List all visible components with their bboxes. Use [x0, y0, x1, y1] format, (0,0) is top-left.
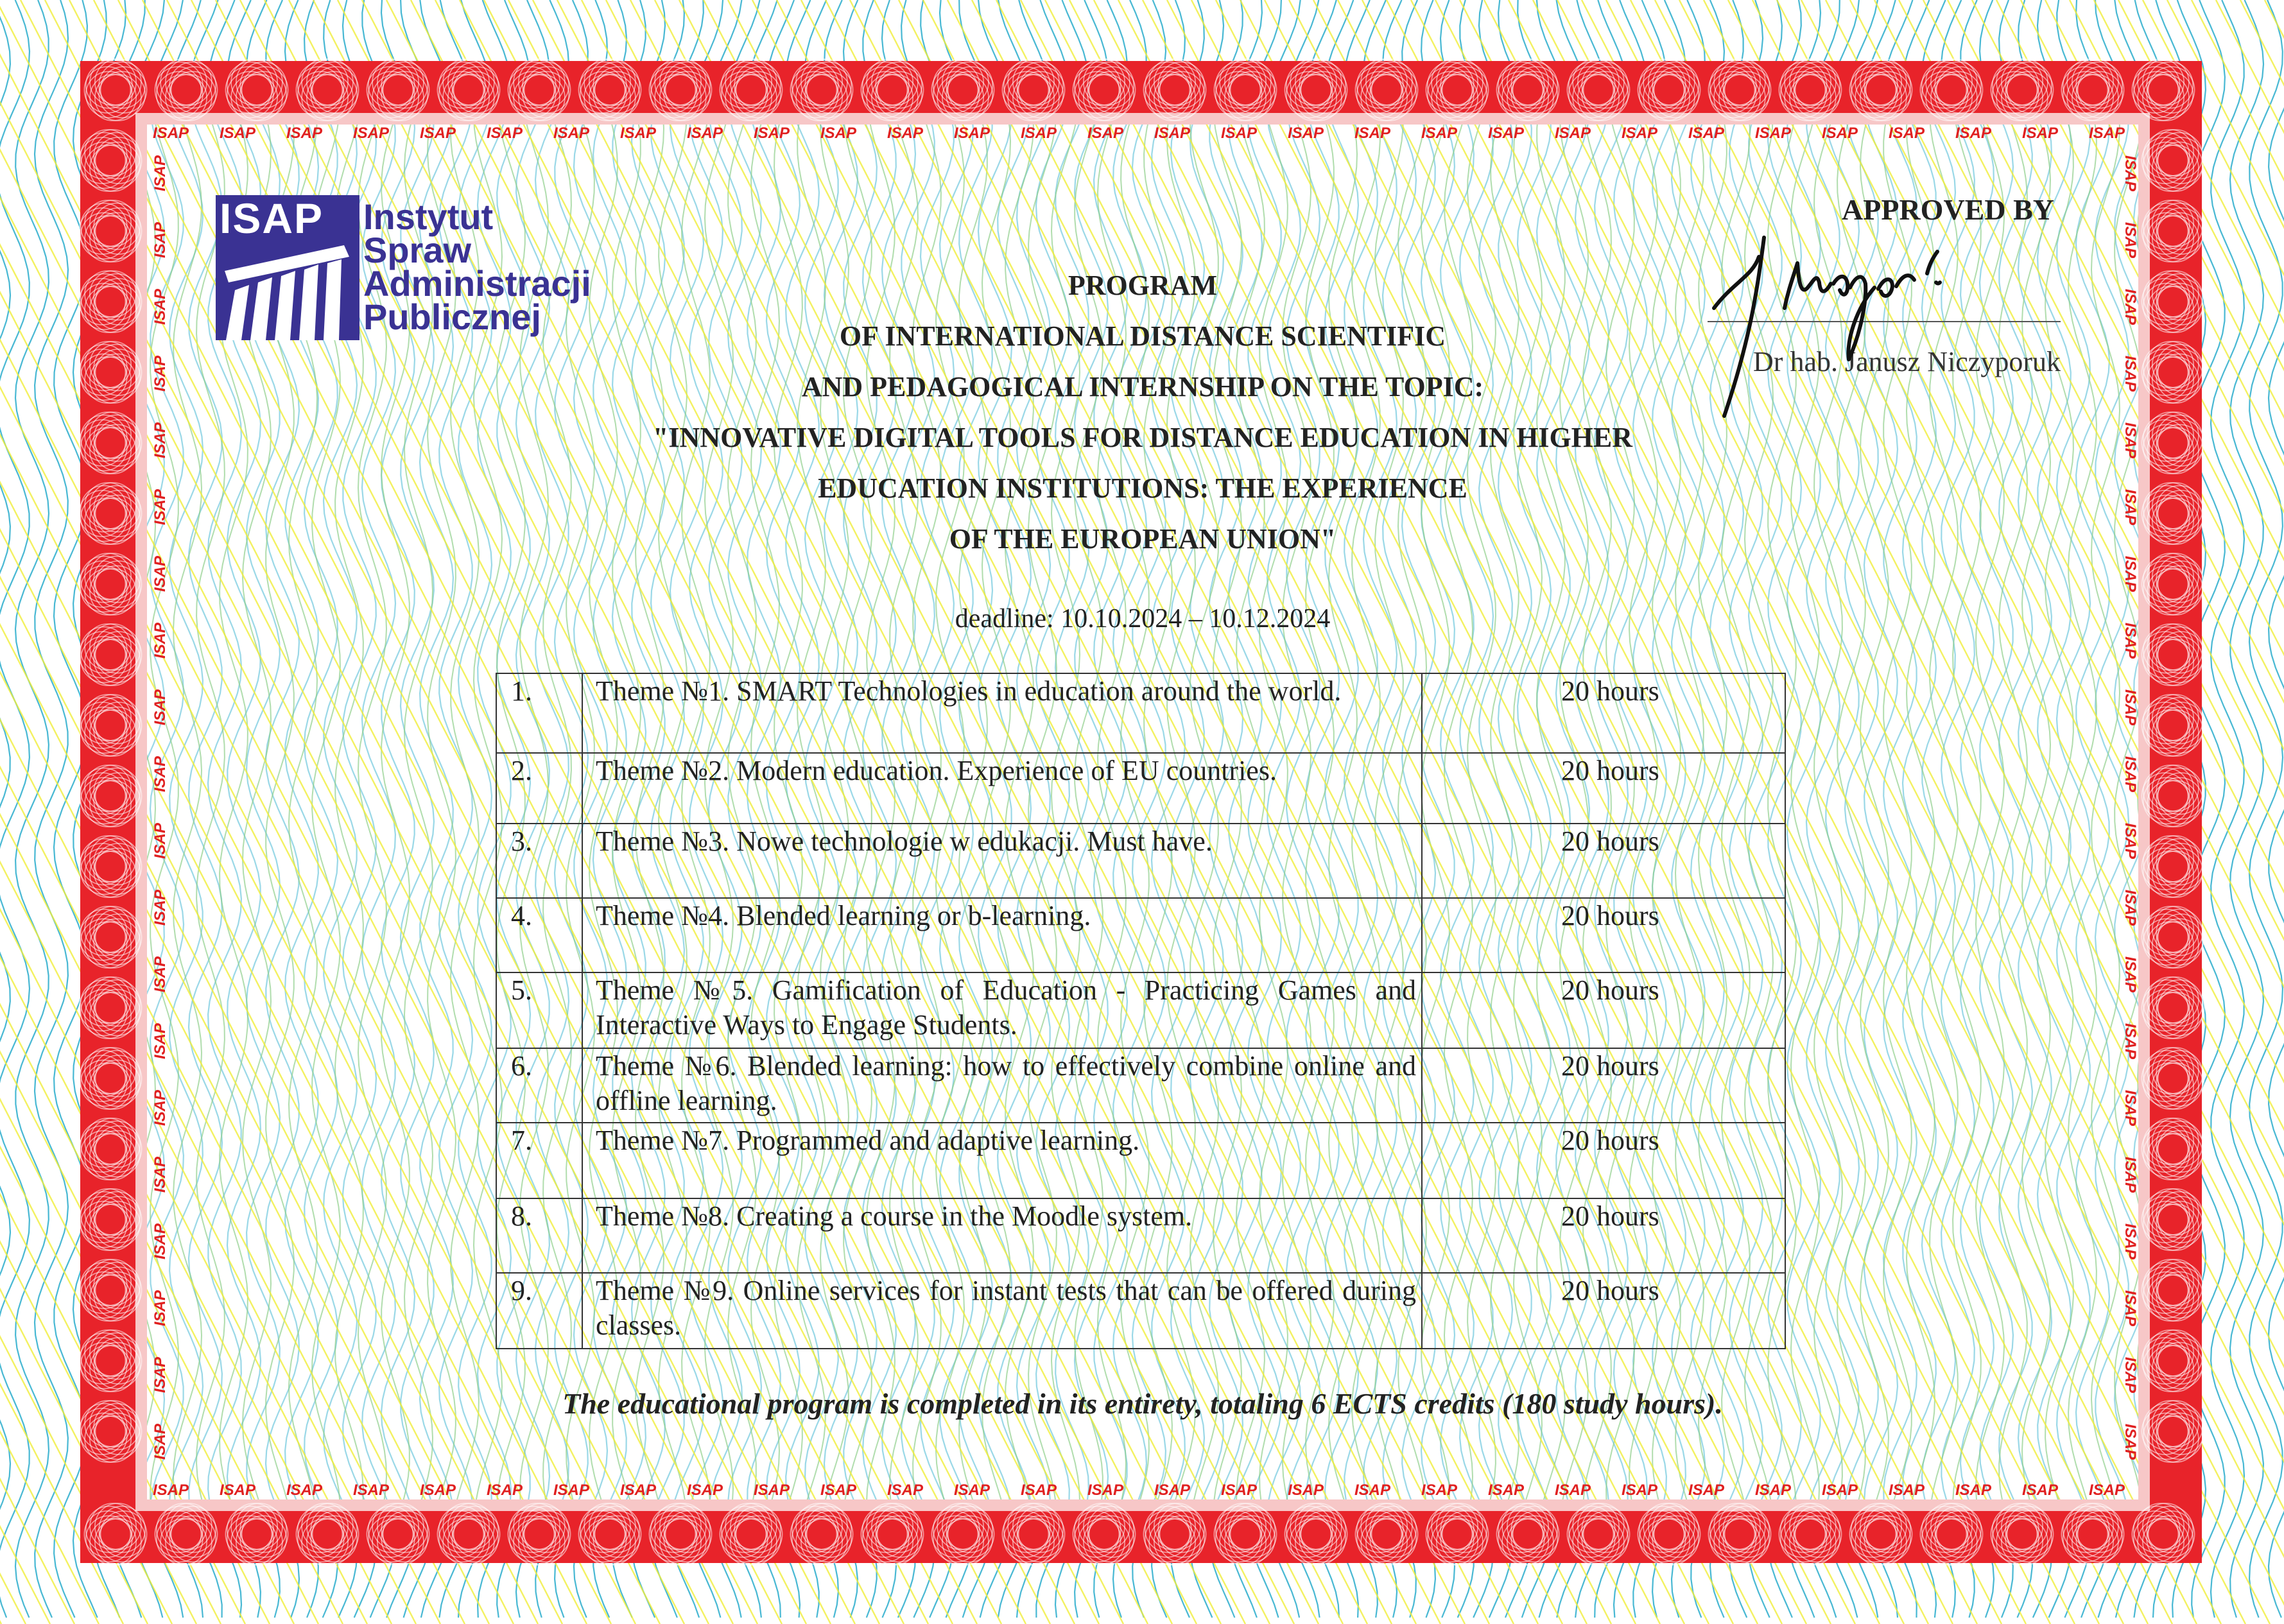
isap-watermark: ISAP: [286, 125, 323, 142]
isap-watermark: ISAP: [2089, 125, 2125, 142]
isap-watermark: ISAP: [151, 422, 169, 459]
isap-watermark: ISAP: [220, 1481, 256, 1499]
isap-watermark: ISAP: [2122, 422, 2140, 459]
isap-watermark: ISAP: [1688, 125, 1725, 142]
isap-watermark: ISAP: [151, 288, 169, 325]
column-emblem-icon: [216, 195, 359, 340]
isap-watermark: ISAP: [2122, 622, 2140, 659]
isap-watermark: ISAP: [1421, 1481, 1458, 1499]
theme-title: Theme №5. Gamification of Education - Practicing Games and Interactive Ways to Engage Students.: [582, 972, 1422, 1048]
isap-watermark: ISAP: [2122, 221, 2140, 259]
isap-watermark: ISAP: [151, 155, 169, 192]
isap-watermark: ISAP: [2122, 889, 2140, 926]
theme-hours: 20 hours: [1422, 753, 1785, 824]
isap-watermark: ISAP: [2122, 1156, 2140, 1193]
theme-number: 2.: [496, 753, 582, 824]
isap-watermark: ISAP: [2122, 1290, 2140, 1327]
isap-watermark: ISAP: [553, 125, 590, 142]
title-line: PROGRAM: [1068, 270, 1218, 301]
theme-title: Theme №6. Blended learning: how to effectively combine online and offline learning.: [582, 1048, 1422, 1123]
isap-watermark: ISAP: [1221, 125, 1258, 142]
isap-watermark: ISAP: [1087, 125, 1124, 142]
isap-watermark: ISAP: [1087, 1481, 1124, 1499]
isap-watermark: ISAP: [487, 1481, 523, 1499]
isap-watermark: ISAP: [153, 1481, 189, 1499]
isap-watermark: ISAP: [151, 488, 169, 526]
isap-watermark: ISAP: [151, 822, 169, 860]
signer-name: Dr hab. Janusz Niczyporuk: [1753, 346, 2061, 377]
title-line: "INNOVATIVE DIGITAL TOOLS FOR DISTANCE EDUCATION IN HIGHER: [652, 422, 1633, 453]
isap-watermark: ISAP: [151, 1023, 169, 1060]
isap-watermark: ISAP: [487, 125, 523, 142]
theme-title: Theme №8. Creating a course in the Moodle system.: [582, 1198, 1422, 1273]
isap-watermark: ISAP: [420, 125, 456, 142]
isap-watermark: ISAP: [1354, 1481, 1391, 1499]
theme-hours: 20 hours: [1422, 898, 1785, 972]
isap-watermark: ISAP: [1555, 125, 1591, 142]
isap-watermark: ISAP: [151, 1223, 169, 1260]
isap-watermark: ISAP: [151, 1290, 169, 1327]
theme-number: 9.: [496, 1273, 582, 1349]
isap-watermark: ISAP: [1755, 1481, 1792, 1499]
theme-title: Theme №9. Online services for instant tests that can be offered during classes.: [582, 1273, 1422, 1349]
isap-watermark: ISAP: [2122, 756, 2140, 793]
theme-title: Theme №1. SMART Technologies in education around the world.: [582, 673, 1422, 753]
table-row: [496, 1048, 1785, 1123]
theme-number: 3.: [496, 824, 582, 898]
isap-watermark: ISAP: [2122, 956, 2140, 993]
isap-watermark: ISAP: [2122, 1223, 2140, 1260]
isap-watermark: ISAP: [620, 1481, 657, 1499]
isap-watermark: ISAP: [1955, 1481, 1992, 1499]
isap-watermark: ISAP: [353, 1481, 390, 1499]
isap-watermark: ISAP: [153, 125, 189, 142]
theme-hours: 20 hours: [1422, 1273, 1785, 1349]
isap-watermark: ISAP: [1154, 1481, 1191, 1499]
isap-watermark: ISAP: [820, 1481, 857, 1499]
isap-watermark: ISAP: [1354, 125, 1391, 142]
isap-watermark: ISAP: [687, 125, 723, 142]
theme-hours: 20 hours: [1422, 1048, 1785, 1123]
isap-watermark: ISAP: [151, 1356, 169, 1394]
isap-watermark: ISAP: [2122, 555, 2140, 592]
isap-watermark: ISAP: [151, 555, 169, 592]
logo-line: Publicznej: [363, 297, 541, 337]
isap-watermark: ISAP: [1955, 125, 1992, 142]
table-row: [496, 1198, 1785, 1273]
table-row: [496, 673, 1785, 753]
isap-watermark: ISAP: [2122, 1356, 2140, 1394]
table-row: [496, 972, 1785, 1048]
theme-title: Theme №2. Modern education. Experience of EU countries.: [582, 753, 1422, 824]
isap-watermark: ISAP: [1889, 125, 1925, 142]
isap-watermark: ISAP: [1221, 1481, 1258, 1499]
theme-hours: 20 hours: [1422, 1198, 1785, 1273]
isap-watermark: ISAP: [2122, 488, 2140, 526]
table-row: [496, 898, 1785, 972]
logo-line: Administracji: [363, 263, 591, 304]
logo-abbreviation: ISAP: [220, 194, 324, 242]
isap-watermark: ISAP: [820, 125, 857, 142]
isap-watermark: ISAP: [1755, 125, 1792, 142]
isap-watermark: ISAP: [220, 125, 256, 142]
theme-number: 8.: [496, 1198, 582, 1273]
isap-watermark: ISAP: [754, 125, 790, 142]
title-line: AND PEDAGOGICAL INTERNSHIP ON THE TOPIC:: [801, 371, 1484, 402]
isap-watermark: ISAP: [1822, 1481, 1858, 1499]
isap-watermark: ISAP: [151, 1089, 169, 1127]
isap-watermark: ISAP: [2122, 155, 2140, 192]
isap-watermark: ISAP: [2122, 355, 2140, 392]
theme-number: 4.: [496, 898, 582, 972]
isap-watermark: ISAP: [1555, 1481, 1591, 1499]
table-row: [496, 1123, 1785, 1198]
isap-watermark: ISAP: [1889, 1481, 1925, 1499]
isap-watermark: ISAP: [420, 1481, 456, 1499]
isap-watermark: ISAP: [1288, 1481, 1324, 1499]
isap-watermark: ISAP: [151, 689, 169, 726]
approved-by-heading: APPROVED BY: [1842, 193, 2054, 226]
isap-watermark: ISAP: [151, 756, 169, 793]
isap-watermark: ISAP: [151, 956, 169, 993]
logo-line: Spraw: [363, 230, 472, 270]
handwritten-signature-icon: [1688, 212, 1990, 430]
isap-watermark: ISAP: [151, 221, 169, 259]
theme-number: 5.: [496, 972, 582, 1048]
theme-hours: 20 hours: [1422, 824, 1785, 898]
isap-watermark: ISAP: [2122, 822, 2140, 860]
table-row: [496, 753, 1785, 824]
table-row: [496, 824, 1785, 898]
isap-watermark: ISAP: [151, 889, 169, 926]
title-line: OF THE EUROPEAN UNION": [949, 523, 1337, 555]
deadline-text: deadline: 10.10.2024 – 10.12.2024: [955, 604, 1331, 634]
isap-watermark: ISAP: [954, 1481, 991, 1499]
isap-watermark: ISAP: [687, 1481, 723, 1499]
theme-number: 7.: [496, 1123, 582, 1198]
isap-watermark: ISAP: [1154, 125, 1191, 142]
isap-watermark: ISAP: [286, 1481, 323, 1499]
theme-title: Theme №7. Programmed and adaptive learning.: [582, 1123, 1422, 1198]
program-summary: The educational program is completed in its entirety, totaling 6 ECTS credits (180 study hours).: [562, 1387, 1723, 1420]
logo-line: Instytut: [363, 196, 494, 237]
theme-number: 1.: [496, 673, 582, 753]
isap-watermark: ISAP: [1688, 1481, 1725, 1499]
isap-watermark: ISAP: [2089, 1481, 2125, 1499]
isap-watermark: ISAP: [151, 1423, 169, 1460]
isap-watermark: ISAP: [887, 125, 924, 142]
isap-watermark: ISAP: [1421, 125, 1458, 142]
title-line: OF INTERNATIONAL DISTANCE SCIENTIFIC: [839, 320, 1446, 352]
isap-watermark: ISAP: [1021, 125, 1057, 142]
program-title: [552, 260, 1733, 564]
isap-watermark: ISAP: [151, 622, 169, 659]
theme-title: Theme №3. Nowe technologie w edukacji. Must have.: [582, 824, 1422, 898]
isap-watermark: ISAP: [151, 355, 169, 392]
themes-table: [496, 673, 1786, 1349]
theme-hours: 20 hours: [1422, 673, 1785, 753]
isap-watermark: ISAP: [954, 125, 991, 142]
table-row: [496, 1273, 1785, 1349]
title-line: EDUCATION INSTITUTIONS: THE EXPERIENCE: [818, 472, 1467, 504]
isap-watermark: ISAP: [2122, 689, 2140, 726]
isap-watermark: ISAP: [754, 1481, 790, 1499]
isap-watermark: ISAP: [1622, 1481, 1658, 1499]
isap-watermark: ISAP: [2022, 1481, 2059, 1499]
isap-watermark: ISAP: [353, 125, 390, 142]
isap-watermark: ISAP: [2122, 288, 2140, 325]
logo-emblem: [216, 195, 359, 340]
theme-hours: 20 hours: [1422, 972, 1785, 1048]
theme-number: 6.: [496, 1048, 582, 1123]
isap-watermark: ISAP: [2122, 1023, 2140, 1060]
isap-watermark: ISAP: [1488, 125, 1525, 142]
isap-watermark: ISAP: [1288, 125, 1324, 142]
isap-watermark: ISAP: [1488, 1481, 1525, 1499]
isap-watermark: ISAP: [2022, 125, 2059, 142]
isap-watermark: ISAP: [887, 1481, 924, 1499]
isap-watermark: ISAP: [553, 1481, 590, 1499]
theme-title: Theme №4. Blended learning or b-learning.: [582, 898, 1422, 972]
isap-watermark: ISAP: [1822, 125, 1858, 142]
isap-watermark: ISAP: [2122, 1423, 2140, 1460]
isap-watermark: ISAP: [2122, 1089, 2140, 1127]
isap-watermark: ISAP: [151, 1156, 169, 1193]
isap-watermark: ISAP: [620, 125, 657, 142]
isap-watermark: ISAP: [1622, 125, 1658, 142]
isap-watermark: ISAP: [1021, 1481, 1057, 1499]
theme-hours: 20 hours: [1422, 1123, 1785, 1198]
